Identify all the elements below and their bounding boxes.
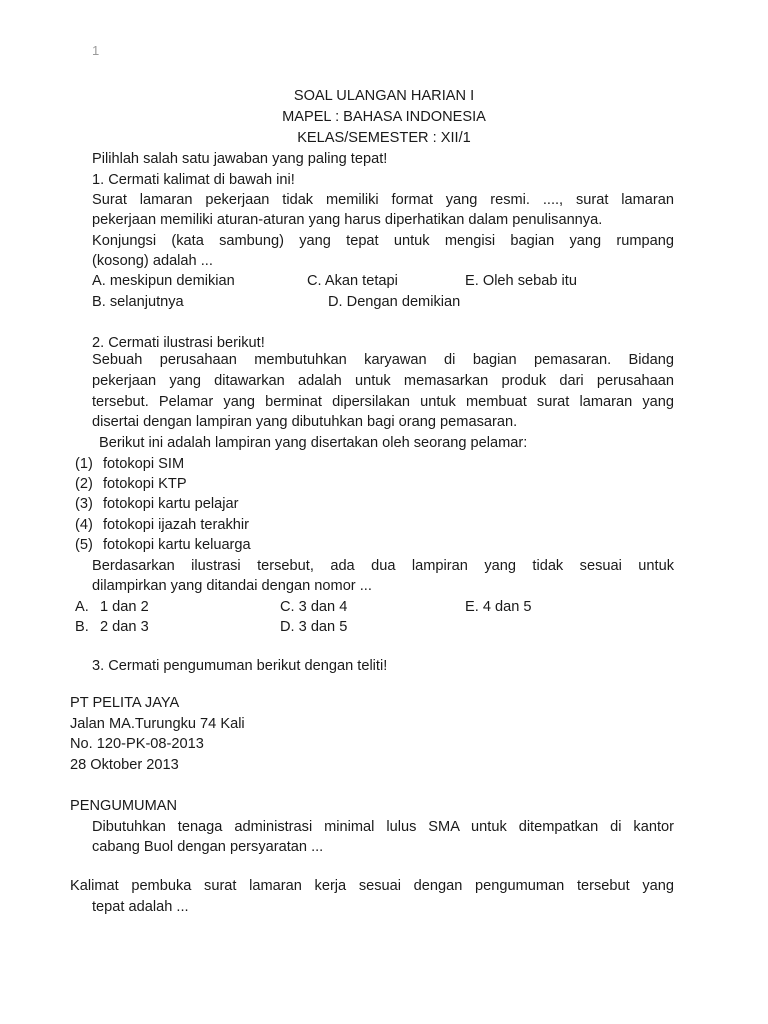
q2-list-num: (3) <box>75 496 93 512</box>
q3-body-line2: cabang Buol dengan persyaratan ... <box>92 839 324 855</box>
q1-option-e: E. Oleh sebab itu <box>465 273 577 289</box>
q2-prompt: 2. Cermati ilustrasi berikut! <box>92 335 265 351</box>
q3-address: Jalan MA.Turungku 74 Kali <box>70 716 245 732</box>
q2-option-b-label: B. <box>75 619 89 635</box>
header-title: SOAL ULANGAN HARIAN I <box>293 88 475 104</box>
q1-text-line2: pekerjaan memiliki aturan-aturan yang harus diperhatikan dalam penulisannya. <box>92 212 603 228</box>
q3-company: PT PELITA JAYA <box>70 695 180 711</box>
q2-list-text: fotokopi SIM <box>103 456 185 472</box>
q3-prompt: 3. Cermati pengumuman berikut dengan teliti! <box>92 658 388 674</box>
q2-question-line1: Berdasarkan ilustrasi tersebut, ada dua lampiran yang tidak sesuai untuk <box>92 558 674 574</box>
q3-date: 28 Oktober 2013 <box>70 757 179 773</box>
q2-list-num: (4) <box>75 517 93 533</box>
q1-text-line1: Surat lamaran pekerjaan tidak memiliki format yang resmi. ...., surat lamaran <box>92 192 674 208</box>
q2-option-d: D. 3 dan 5 <box>280 619 348 635</box>
q3-question-line1: Kalimat pembuka surat lamaran kerja sesuai dengan pengumuman tersebut yang <box>70 878 674 894</box>
q3-body-line1: Dibutuhkan tenaga administrasi minimal lulus SMA untuk ditempatkan di kantor <box>92 819 674 835</box>
q1-question-line1: Konjungsi (kata sambung) yang tepat untuk mengisi bagian yang rumpang <box>92 233 674 249</box>
q2-list-num: (1) <box>75 456 93 472</box>
q2-list-text: fotokopi kartu keluarga <box>103 537 251 553</box>
q1-option-b: B. selanjutnya <box>92 294 184 310</box>
q1-prompt: 1. Cermati kalimat di bawah ini! <box>92 172 295 188</box>
q2-intro: Berikut ini adalah lampiran yang disertakan oleh seorang pelamar: <box>99 435 528 451</box>
q2-list-num: (5) <box>75 537 93 553</box>
q2-list-text: fotokopi ijazah terakhir <box>103 517 250 533</box>
page-number: 1 <box>92 43 100 58</box>
q2-para-line1: Sebuah perusahaan membutuhkan karyawan di bagian pemasaran. Bidang <box>92 352 674 368</box>
q2-list-text: fotokopi kartu pelajar <box>103 496 239 512</box>
document-header <box>0 86 768 149</box>
q2-para-line2: pekerjaan yang ditawarkan adalah untuk memasarkan produk dari perusahaan <box>92 373 674 389</box>
q1-option-d: D. Dengan demikian <box>328 294 461 310</box>
q1-option-c: C. Akan tetapi <box>307 273 398 289</box>
q2-option-a-label: A. <box>75 599 89 615</box>
q2-option-a-text: 1 dan 2 <box>100 599 149 615</box>
q2-para-line4: disertai dengan lampiran yang dibutuhkan bagi orang pemasaran. <box>92 414 518 430</box>
q2-option-b-text: 2 dan 3 <box>100 619 149 635</box>
q1-option-a: A. meskipun demikian <box>92 273 235 289</box>
q3-question-line2: tepat adalah ... <box>92 899 189 915</box>
q2-list-text: fotokopi KTP <box>103 476 187 492</box>
q3-title: PENGUMUMAN <box>70 798 178 814</box>
q2-para-line3: tersebut. Pelamar yang berminat dipersilakan untuk membuat surat lamaran yang <box>92 394 674 410</box>
q2-option-c: C. 3 dan 4 <box>280 599 348 615</box>
q1-question-line2: (kosong) adalah ... <box>92 253 213 269</box>
q2-question-line2: dilampirkan yang ditandai dengan nomor ... <box>92 578 372 594</box>
instruction: Pilihlah salah satu jawaban yang paling tepat! <box>92 151 388 167</box>
header-class: KELAS/SEMESTER : XII/1 <box>297 130 471 146</box>
q3-number: No. 120-PK-08-2013 <box>70 736 204 752</box>
q2-list-num: (2) <box>75 476 93 492</box>
q2-option-e: E. 4 dan 5 <box>465 599 532 615</box>
header-subject: MAPEL : BAHASA INDONESIA <box>282 109 486 125</box>
